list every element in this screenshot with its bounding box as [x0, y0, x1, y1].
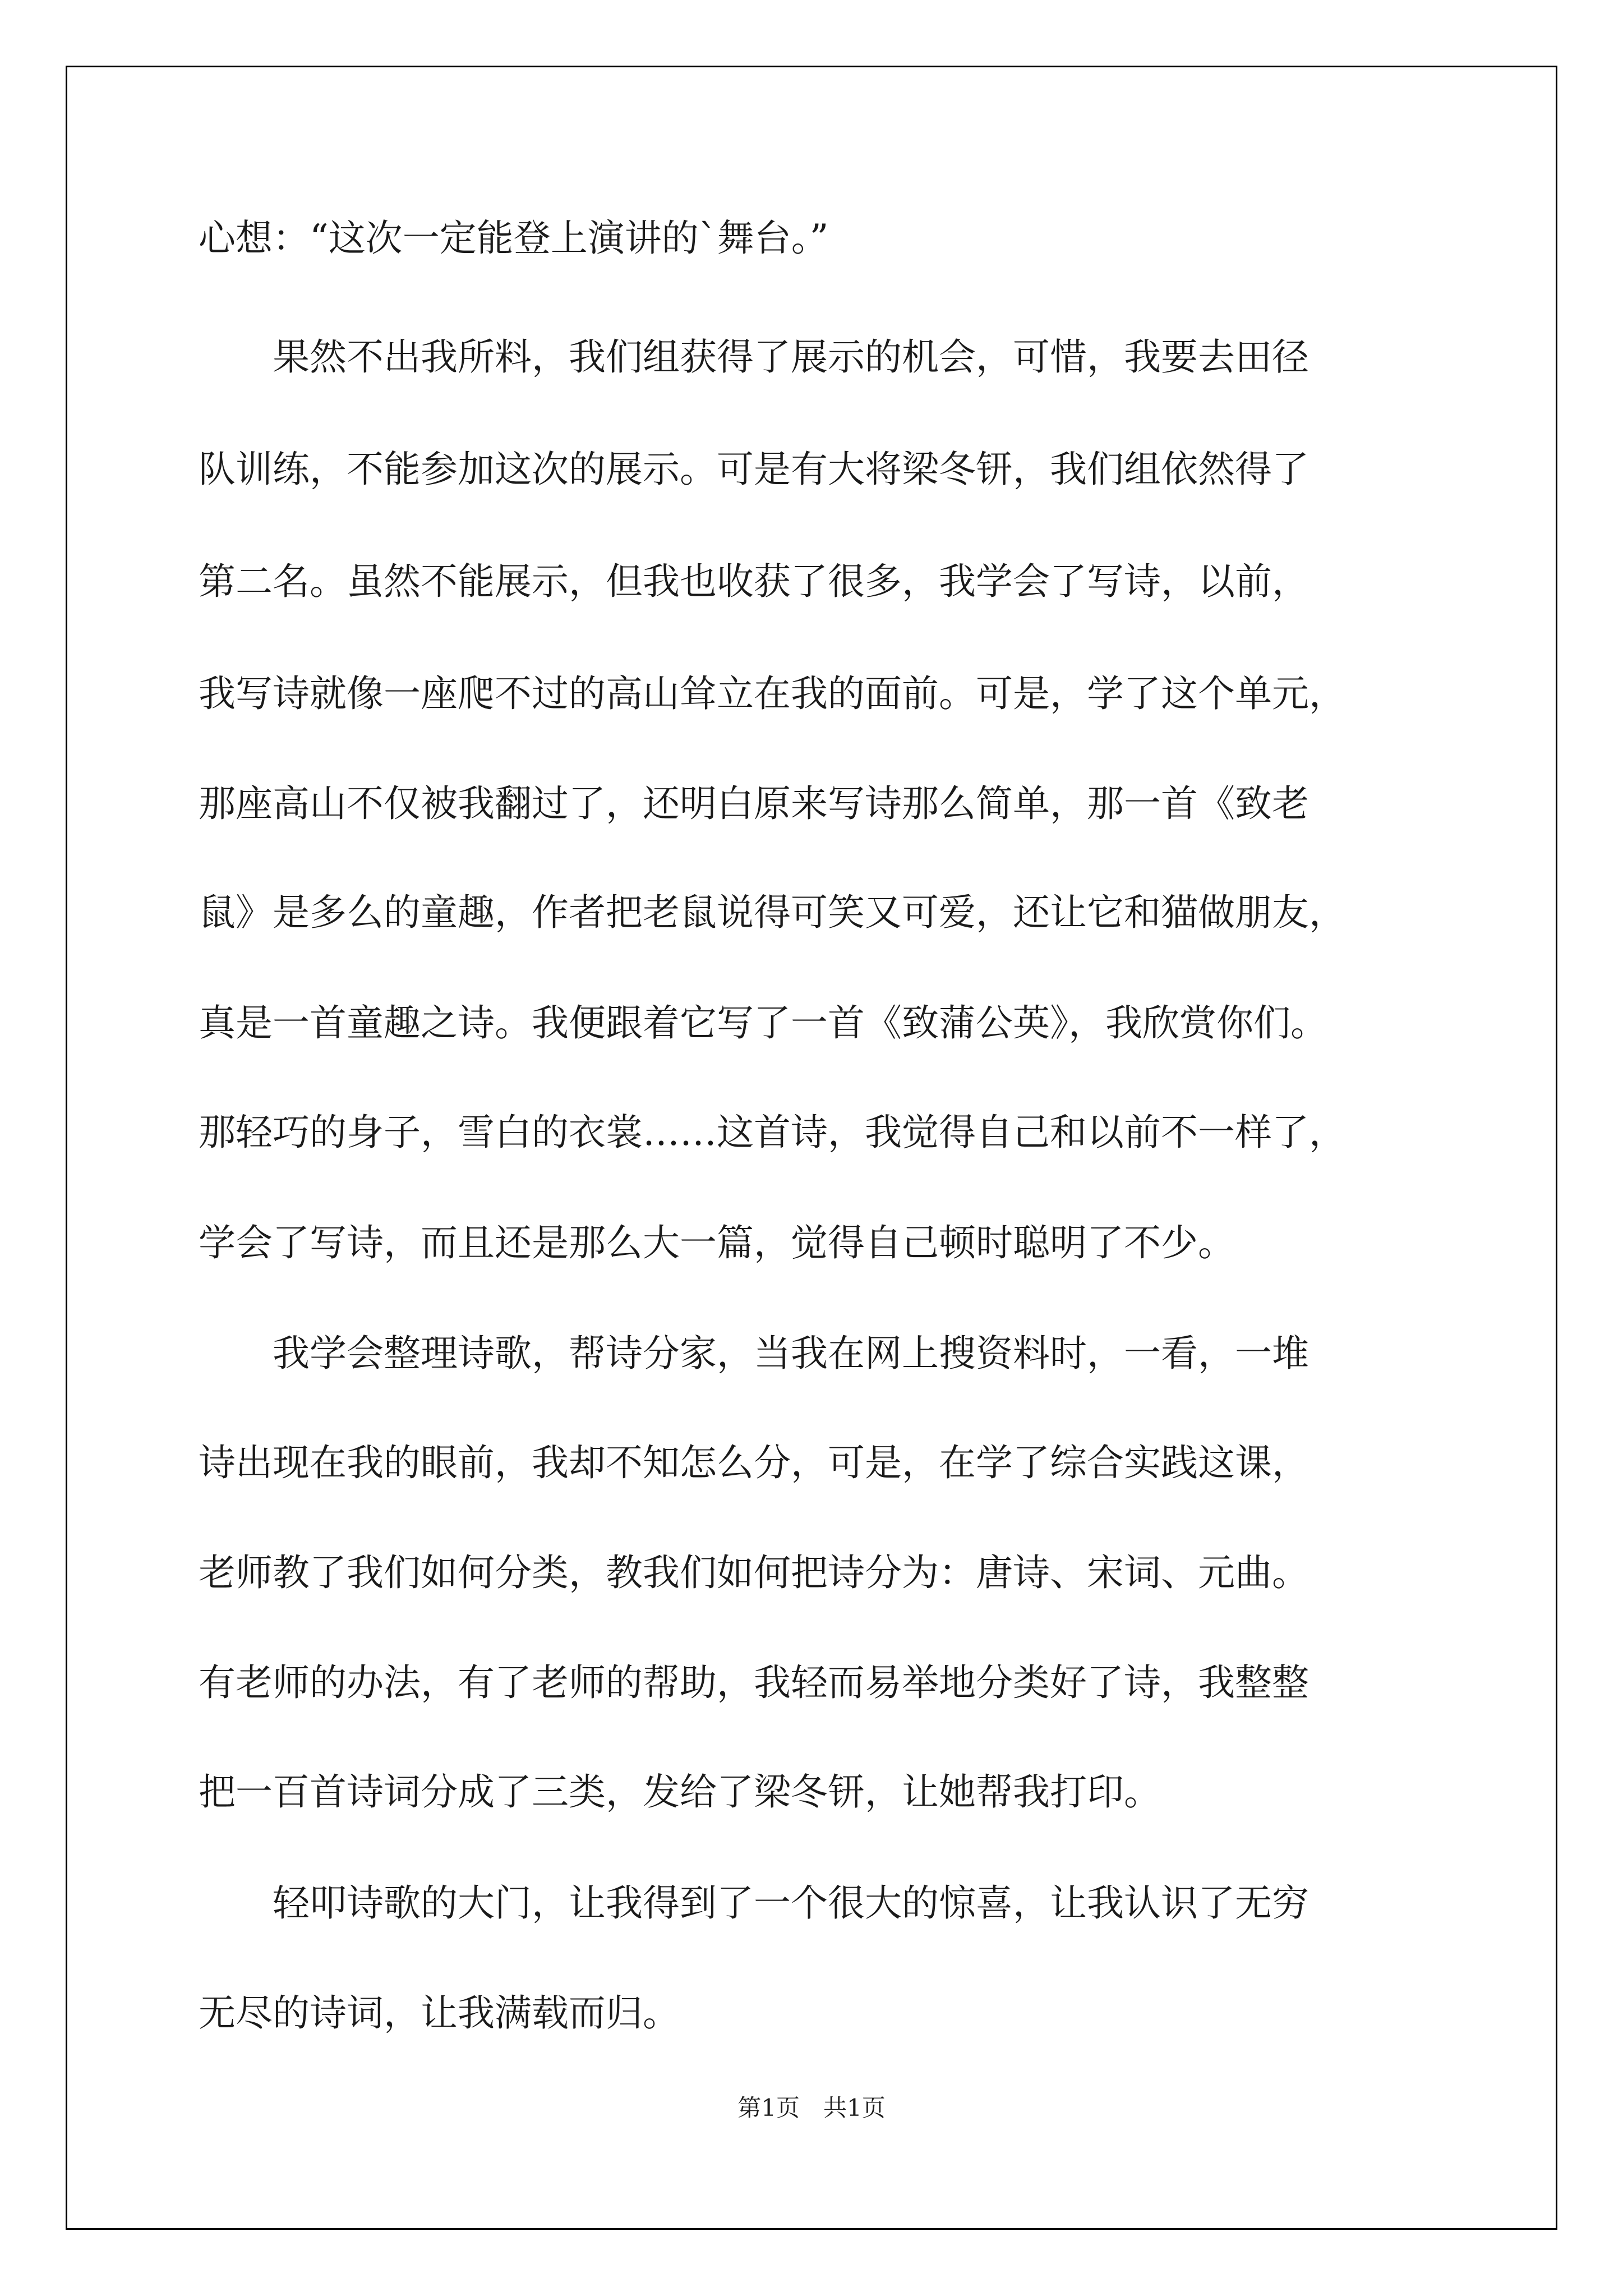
text-line: 我写诗就像一座爬不过的高山耸立在我的面前。可是，学了这个单元，	[199, 672, 1346, 715]
text-line: 诗出现在我的眼前，我却不知怎么分，可是，在学了综合实践这课，	[199, 1441, 1309, 1484]
text-line: 果然不出我所料，我们组获得了展示的机会，可惜，我要去田径	[199, 335, 1309, 379]
text-line: 心想：“这次一定能登上演讲的`舞台。”	[199, 217, 829, 260]
text-line: 那座高山不仅被我翻过了，还明白原来写诗那么简单，那一首《致老	[199, 782, 1309, 825]
text-line: 队训练，不能参加这次的展示。可是有大将梁冬钘，我们组依然得了	[199, 448, 1309, 491]
page-number-footer: 第1页 共1页	[737, 2094, 886, 2122]
text-line: 轻叩诗歌的大门，让我得到了一个很大的惊喜，让我认识了无穷	[199, 1881, 1309, 1925]
text-line: 把一百首诗词分成了三类，发给了梁冬钘，让她帮我打印。	[199, 1770, 1161, 1814]
text-line: 学会了写诗，而且还是那么大一篇，觉得自己顿时聪明了不少。	[199, 1221, 1235, 1264]
text-line: 老师教了我们如何分类，教我们如何把诗分为：唐诗、宋词、元曲。	[199, 1551, 1309, 1594]
text-line: 鼠》是多么的童趣，作者把老鼠说得可笑又可爱，还让它和猫做朋友，	[199, 891, 1346, 934]
text-line: 真是一首童趣之诗。我便跟着它写了一首《致蒲公英》，我欣赏你们。	[199, 1001, 1327, 1045]
text-line: 第二名。虽然不能展示，但我也收获了很多，我学会了写诗，以前，	[199, 560, 1309, 603]
text-line: 有老师的办法，有了老师的帮助，我轻而易举地分类好了诗，我整整	[199, 1661, 1309, 1704]
text-line: 我学会整理诗歌，帮诗分家，当我在网上搜资料时，一看，一堆	[199, 1332, 1309, 1375]
text-line: 那轻巧的身子，雪白的衣裳……这首诗，我觉得自己和以前不一样了，	[199, 1111, 1346, 1154]
text-line: 无尽的诗词，让我满载而归。	[199, 1991, 680, 2035]
